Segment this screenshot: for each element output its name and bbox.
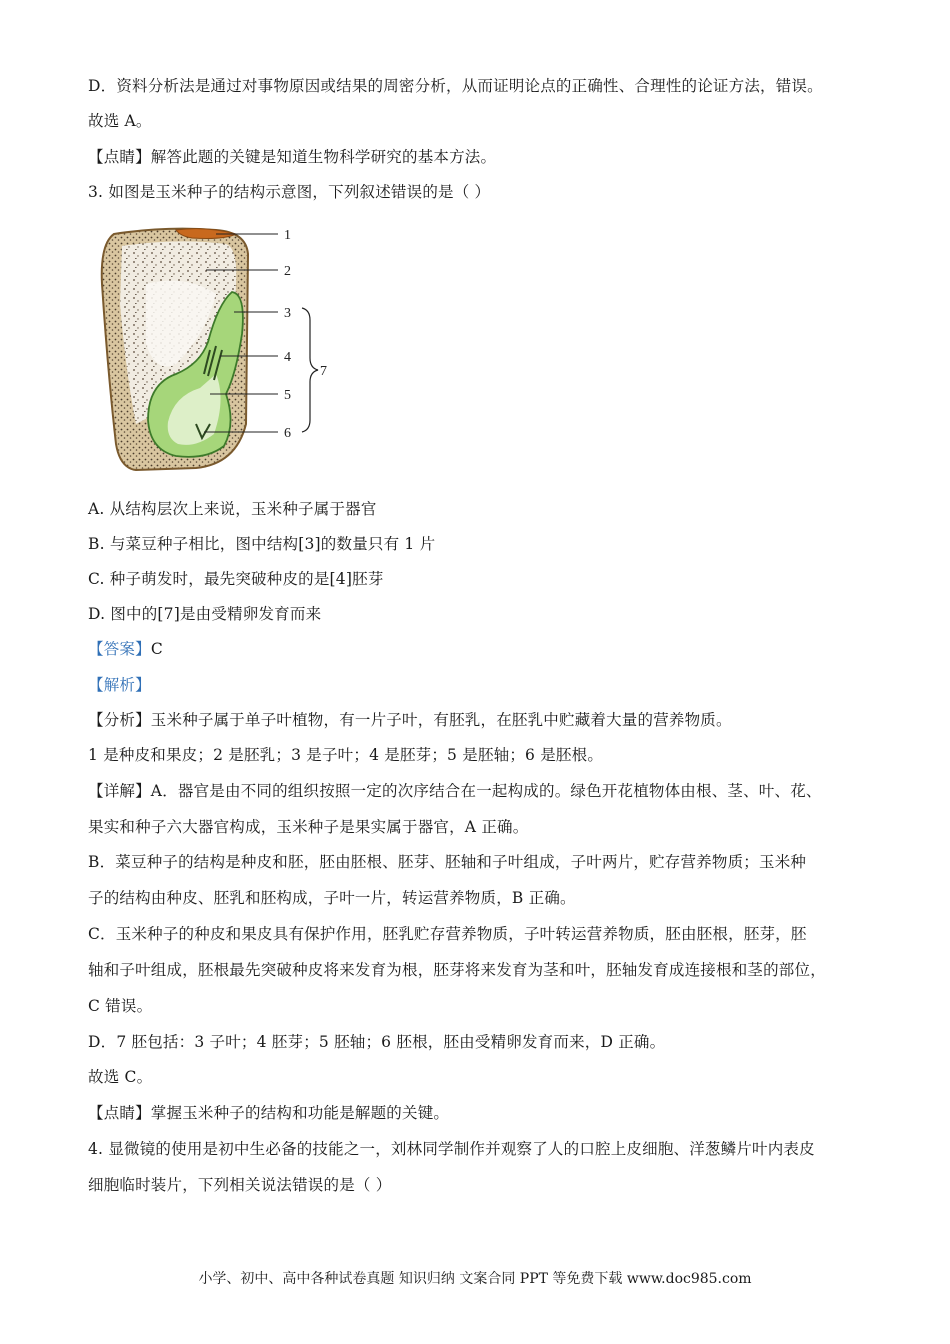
label-5: 5 [284,388,291,403]
conclusion-line: 故选 A。 [88,112,152,130]
label-3: 3 [284,306,291,321]
answer-value: C [150,640,163,658]
question-3-stem: 3. 如图是玉米种子的结构示意图，下列叙述错误的是（ ） [88,183,491,201]
option-c: C. 种子萌发时，最先突破种皮的是[4]胚芽 [88,570,384,588]
answer-tag: 【答案】 [88,640,151,658]
analysis-tag: 【解析】 [88,676,151,694]
detail-b-2: 子的结构由种皮、胚乳和胚构成，子叶一片，转运营养物质，B 正确。 [88,889,576,907]
tip-line: 【点睛】解答此题的关键是知道生物科学研究的基本方法。 [88,148,497,166]
label-2: 2 [284,264,291,279]
detail-c-2: 轴和子叶组成，胚根最先突破种皮将来发育为根，胚芽将来发育为茎和叶，胚轴发育成连接根和茎的部位， [88,961,826,979]
conclusion-c: 故选 C。 [88,1068,153,1086]
option-d-explanation: D．资料分析法是通过对事物原因或结果的周密分析，从而证明论点的正确性、合理性的论证方法，错误。 [88,77,823,95]
detail-b-1: B．菜豆种子的结构是种皮和胚，胚由胚根、胚芽、胚轴和子叶组成，子叶两片，贮存营养物质；玉米种 [88,853,807,871]
label-6: 6 [284,426,291,441]
detail-a-1: 【详解】A．器官是由不同的组织按照一定的次序结合在一起构成的。绿色开花植物体由根、茎、叶、花、 [88,782,822,800]
option-d: D. 图中的[7]是由受精卵发育而来 [88,605,322,623]
corn-seed-diagram [96,224,346,474]
label-4: 4 [284,350,291,365]
question-4-stem-1: 4. 显微镜的使用是初中生必备的技能之一，刘林同学制作并观察了人的口腔上皮细胞、洋葱鳞片叶内表皮 [88,1140,815,1158]
detail-c-1: C．玉米种子的种皮和果皮具有保护作用，胚乳贮存营养物质，子叶转运营养物质，胚由胚根，胚芽，胚 [88,925,807,943]
option-a: A. 从结构层次上来说，玉米种子属于器官 [88,500,377,518]
answer-line [88,638,870,660]
brace-7 [302,308,318,432]
option-b: B. 与菜豆种子相比，图中结构[3]的数量只有 1 片 [88,535,436,553]
label-7: 7 [320,364,327,379]
tip-line-2: 【点睛】掌握玉米种子的结构和功能是解题的关键。 [88,1104,450,1122]
page-footer: 小学、初中、高中各种试卷真题 知识归纳 文案合同 PPT 等免费下载 www.doc985.com [198,1271,752,1287]
detail-c-3: C 错误。 [88,997,153,1015]
structure-legend: 1 是种皮和果皮；2 是胚乳；3 是子叶；4 是胚芽；5 是胚轴；6 是胚根。 [88,746,604,764]
label-1: 1 [284,228,291,243]
question-4-stem-2: 细胞临时装片，下列相关说法错误的是（ ） [88,1176,392,1194]
analysis-line: 【分析】玉米种子属于单子叶植物，有一片子叶，有胚乳，在胚乳中贮藏着大量的营养物质。 [88,711,732,729]
detail-d: D．7 胚包括：3 子叶；4 胚芽；5 胚轴；6 胚根，胚由受精卵发育而来，D 正确。 [88,1033,666,1051]
detail-a-2: 果实和种子六大器官构成，玉米种子是果实属于器官，A 正确。 [88,818,529,836]
